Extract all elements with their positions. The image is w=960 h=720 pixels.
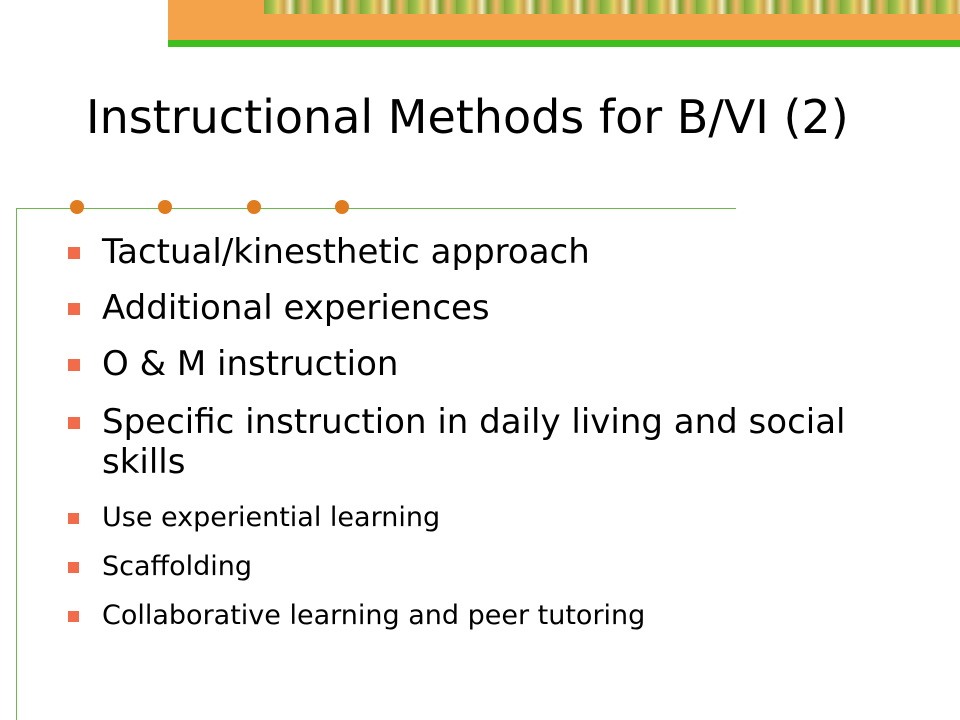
bullet-text: Tactual/kinesthetic approach [102,232,590,272]
bullet-text: O & M instruction [102,344,399,384]
bullet-square-icon [68,359,80,371]
bullet-text: Scaffolding [102,551,253,582]
bullet-square-icon [68,562,79,573]
bullet-square-icon [68,513,79,524]
slide-title: Instructional Methods for B/VI (2) [86,90,849,144]
bullet-item [102,502,862,534]
bullet-text: Collaborative learning and peer tutoring [102,600,646,631]
bullet-square-icon [68,611,79,622]
bullet-text: Additional experiences [102,288,490,328]
bullet-item [102,551,862,583]
bullet-square-icon [68,303,80,315]
bullet-text: Use experiential learning [102,502,441,533]
bullet-item [102,288,862,328]
bullet-item [102,600,862,632]
bullet-text: Specific instruction in daily living and social skills [102,402,846,482]
bullet-square-icon [68,417,80,429]
bullet-item [102,344,862,384]
bullet-item [102,232,862,272]
bullet-square-icon [68,247,80,259]
bullet-item [102,402,862,482]
